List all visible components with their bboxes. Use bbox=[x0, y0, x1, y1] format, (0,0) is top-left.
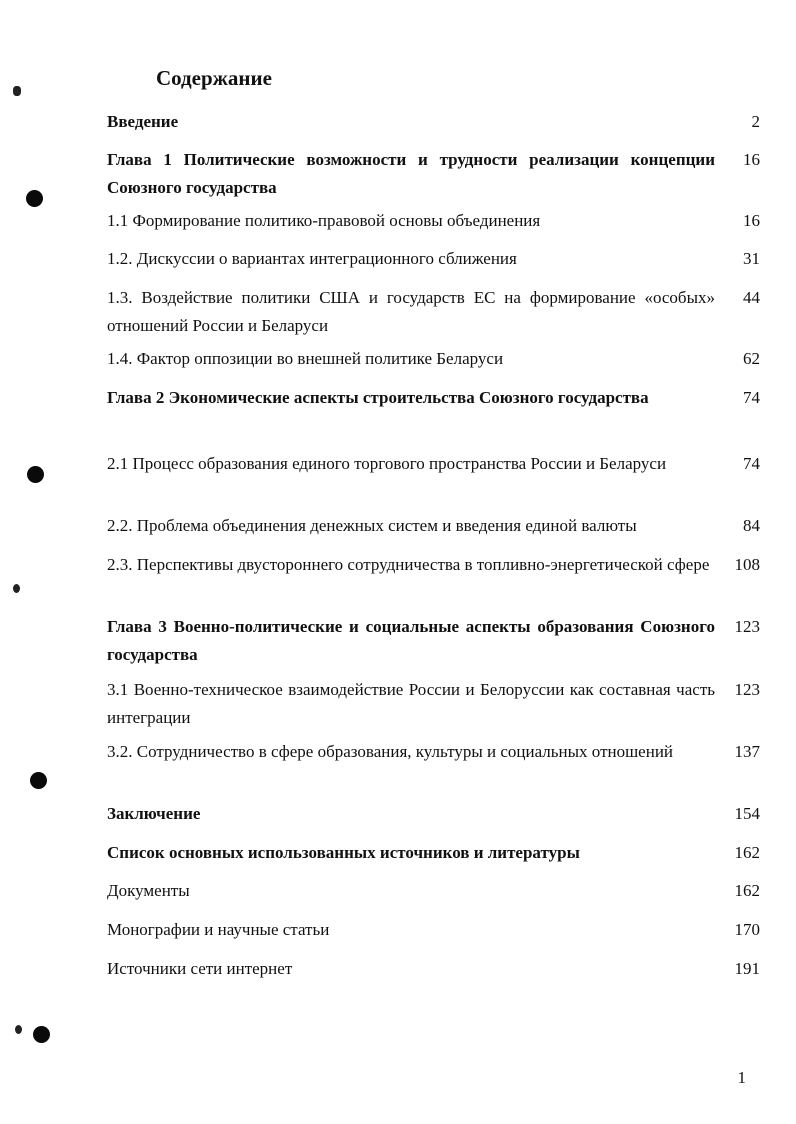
toc-entry-title: Введение bbox=[107, 112, 179, 131]
toc-entry-page: 16 bbox=[743, 211, 760, 230]
toc-entry-page: 123 bbox=[734, 680, 760, 699]
toc-entry bbox=[107, 450, 762, 478]
toc-entry-page: 62 bbox=[743, 349, 760, 368]
toc-entry bbox=[107, 916, 762, 944]
toc-entry bbox=[107, 800, 762, 828]
toc-entry bbox=[107, 512, 762, 540]
toc-entry-page: 44 bbox=[743, 288, 760, 307]
toc-entry-title: Монографии и научные статьи bbox=[107, 920, 330, 939]
toc-entry-title: 1.4. Фактор оппозиции во внешней политике Беларуси bbox=[107, 349, 504, 368]
toc-entry bbox=[107, 613, 762, 669]
punch-hole bbox=[33, 1026, 50, 1043]
scan-speck bbox=[13, 584, 20, 593]
toc-entry-page: 84 bbox=[743, 516, 760, 535]
toc-entry-page: 191 bbox=[734, 959, 760, 978]
toc-entry-title: 2.1 Процесс образования единого торгового пространства России и Беларуси bbox=[107, 454, 667, 473]
toc-entry bbox=[107, 108, 762, 136]
toc-entry-page: 74 bbox=[743, 388, 760, 407]
toc-entry bbox=[107, 284, 762, 340]
toc-entry-title: 2.3. Перспективы двустороннего сотрудничества в топливно-энергетической сфере bbox=[107, 555, 710, 574]
toc-entry-title: Глава 2 Экономические аспекты строительства Союзного государства bbox=[107, 388, 649, 407]
toc-entry-title: 3.2. Сотрудничество в сфере образования, культуры и социальных отношений bbox=[107, 742, 674, 761]
toc-entry-title: 1.2. Дискуссии о вариантах интеграционного сближения bbox=[107, 249, 517, 268]
toc-entry-title: Заключение bbox=[107, 804, 201, 823]
toc-entry bbox=[107, 207, 762, 235]
toc-entry-title: 1.3. Воздействие политики США и государств ЕС на формирование «особых» отношений России и Беларуси bbox=[107, 288, 715, 335]
toc-entry bbox=[107, 738, 762, 766]
page-title: Содержание bbox=[156, 66, 272, 90]
toc-entry-page: 154 bbox=[734, 804, 760, 823]
toc-entry-page: 137 bbox=[734, 742, 760, 761]
scan-speck bbox=[15, 1025, 22, 1034]
toc-entry bbox=[107, 551, 762, 579]
toc-entry-page: 108 bbox=[734, 555, 760, 574]
toc-entry-page: 162 bbox=[734, 843, 760, 862]
toc-entry-title: 2.2. Проблема объединения денежных систем и введения единой валюты bbox=[107, 516, 637, 535]
toc-entry bbox=[107, 839, 762, 867]
punch-hole bbox=[27, 466, 44, 483]
toc-entry-page: 31 bbox=[743, 249, 760, 268]
toc-entry bbox=[107, 955, 762, 983]
toc-entry bbox=[107, 384, 762, 412]
toc-entry bbox=[107, 345, 762, 373]
scan-speck bbox=[13, 86, 21, 96]
toc-entry-page: 170 bbox=[734, 920, 760, 939]
toc-entry-page: 16 bbox=[743, 150, 760, 169]
toc-entry bbox=[107, 877, 762, 905]
toc-entry-title: Источники сети интернет bbox=[107, 959, 293, 978]
toc-entry-title: Глава 3 Военно-политические и социальные аспекты образования Союзного государства bbox=[107, 617, 715, 664]
toc-entry-title: 3.1 Военно-техническое взаимодействие России и Белоруссии как составная часть интеграции bbox=[107, 680, 715, 727]
toc-entry bbox=[107, 146, 762, 202]
toc-entry-title: Список основных использованных источников и литературы bbox=[107, 843, 580, 862]
punch-hole bbox=[30, 772, 47, 789]
toc-entry bbox=[107, 245, 762, 273]
toc-entry bbox=[107, 676, 762, 732]
toc-entry-title: Глава 1 Политические возможности и трудности реализации концепции Союзного государства bbox=[107, 150, 715, 197]
toc-entry-page: 162 bbox=[734, 881, 760, 900]
toc-entry-title: 1.1 Формирование политико-правовой основы объединения bbox=[107, 211, 541, 230]
toc-entry-title: Документы bbox=[107, 881, 190, 900]
toc-entry-page: 2 bbox=[751, 112, 760, 131]
toc-entry-page: 74 bbox=[743, 454, 760, 473]
page-number: 1 bbox=[737, 1068, 746, 1087]
toc-entry-page: 123 bbox=[734, 617, 760, 636]
punch-hole bbox=[26, 190, 43, 207]
